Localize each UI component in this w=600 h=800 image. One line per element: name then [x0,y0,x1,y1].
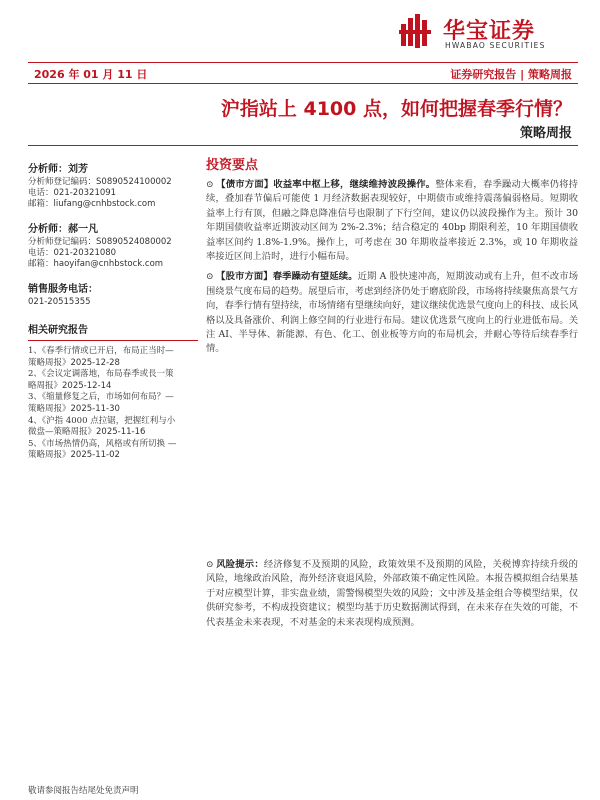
analyst-tel: 电话：021-20321091 [28,188,117,198]
main-content [206,154,578,363]
header-bar [28,62,578,84]
related-report-item[interactable]: 1、《春季行情或已开启，布局正当时— 策略周报》2025-12-28 [28,346,174,368]
related-report-item[interactable]: 5、《市场热情仍高，风格或有所切换 — 策略周报》2025-11-02 [28,438,177,461]
risk-warning-text: 经济修复不及预期的风险，政策效果不及预期的风险，关税博弈持续升级的风险，地缘政治风险，海外经济衰退风险，外部政策不确定性风险。本报告模拟组合结果基于对应模型计算，非实盘业绩，需警惕模型失效的风险；文中涉及基金组合等模型结果，仅供研究参考，不构成投资建议；模型均基于历史数据测试得到，在未来存在失效的可能，不代表基金未来表现，不对基金的未来表现构成预测。 [206,559,578,628]
risk-warning-paragraph [206,558,578,630]
report-date: 2026 年 01 月 11 日 [34,68,148,81]
related-report-item[interactable]: 2、《会议定调落地，布局春季或長一策 略周报》2025-12-14 [28,369,174,391]
bond-market-text: 整体来看，春季躁动大概率仍将持续，叠加春节偏后可能使 1 月经济数据表现较好，中期债市或维持震荡偏弱格局。短期收益率上行有顶，但融之降息降准信号也限制了下行空间，建议仍以波段操作为主。预计 30 年期国债收益率近期波动区间为 2%-2.3%；结合稳定的 40bp 期限利差，10 年期国债收益率区间约 1.8%-1.9%。操作上，可考虑在 30 年期收益率接近 2.3%，或 10 年期收益率接近区间上沿时，进行小幅布局。 [206,179,578,263]
related-report-item[interactable]: 3、《缩量修复之后，市场如何布局？— 策略周报》2025-11-30 [28,392,174,414]
related-reports-list [28,346,198,462]
analyst-tel: 电话：021-20321080 [28,248,117,258]
analyst-email: 邮箱：haoyifan@cnhbstock.com [28,259,164,269]
bond-market-lead: 【债市方面】收益率中枢上移，继续维持波段操作。 [216,179,436,190]
bullet-icon: ⊙ [206,272,214,283]
brand-name-en: HWABAO SECURITIES [445,41,546,50]
bullet-icon: ⊙ [206,560,214,570]
investment-highlights-heading: 投资要点 [206,158,259,173]
analyst-card [28,220,198,270]
analyst-cert: 分析师登记编码：S0890524100002 [28,177,172,187]
related-report-item[interactable]: 4、《沪指 4000 点拉锯，把握红利与小 微盘—策略周报》2025-11-16 [28,415,176,438]
stock-market-text: 近期 A 股快速冲高，短期波动或有上升，但不改市场围绕景气度布局的趋势。展望后市，考虑到经济仍处于磨底阶段，市场将持续聚焦高景气方向，春季行情有望持续，市场情绪有望继续向好，建议继续优选景气度向上的科技、成长风格以及具备涨价、利润上修空间的行业进行布局。建议优选景气度向上的行业进低布局。关注 AI、半导体、新能源、有色、化工、创业板等方向的布局机会，并耐心等待后续春季行情。 [206,271,578,355]
bond-market-paragraph [206,178,578,264]
sales-label: 销售服务电话： [28,284,98,295]
stock-market-paragraph [206,270,578,356]
hwabao-logo-icon [399,14,439,48]
risk-warning-lead: 风险提示： [216,559,264,570]
brand-name-cn: 华宝证券 [443,19,536,44]
brand-logo [399,12,577,52]
analyst-email: 邮箱：liufang@cnhbstock.com [28,199,156,209]
stock-market-lead: 【股市方面】春季躁动有望延续。 [216,271,358,283]
analyst-card [28,160,198,210]
related-reports-heading: 相关研究报告 [28,321,198,341]
analyst-name: 分析师：刘芳 [28,164,88,175]
sidebar [28,160,198,462]
disclaimer-footer: 敬请参阅报告结尾处免责声明 [28,786,139,796]
analyst-cert: 分析师登记编码：S0890524080002 [28,237,172,247]
bullet-icon: ⊙ [206,180,214,190]
report-category: 证券研究报告 | 策略周报 [450,68,572,81]
sales-tel: 021-20515355 [28,297,91,307]
report-title: 沪指站上 4100 点，如何把握春季行情？ [220,98,572,120]
analyst-name: 分析师：郝一凡 [28,224,98,235]
report-subtitle: 策略周报 [519,126,572,141]
title-divider [28,145,578,146]
